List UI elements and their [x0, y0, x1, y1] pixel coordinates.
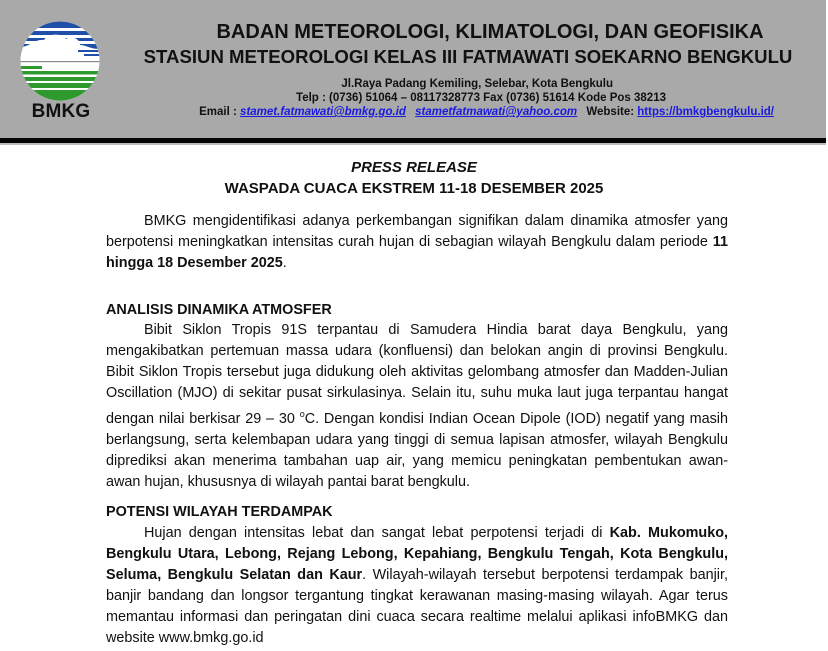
bmkg-logo-icon: [20, 21, 100, 101]
intro-text: BMKG mengidentifikasi adanya perkembangan signifikan dalam dinamika atmosfer yang berpotensi meningkatkan intensitas curah hujan di sebagian wilayah Bengkulu dalam periode: [106, 213, 728, 250]
impact-paragraph: [106, 523, 728, 649]
contact-line: [199, 106, 774, 118]
letterhead: [0, 0, 826, 138]
header-divider-shadow: [0, 143, 826, 145]
intro-end: .: [282, 255, 287, 271]
logo-wordmark: BMKG: [31, 101, 91, 122]
press-release-title: WASPADA CUACA EKSTREM 11-18 DESEMBER 2025: [224, 180, 604, 197]
intro-period: 11 hingga 18 Desember 2025: [106, 234, 728, 271]
station-name: STASIUN METEOROLOGI KELAS III FATMAWATI SOEKARNO BENGKULU: [143, 46, 793, 67]
impact-regions: Kab. Mukomuko, Bengkulu Utara, Lebong, Rejang Lebong, Kepahiang, Bengkulu Tengah, Kota Bengkulu, Seluma, Bengkulu Selatan dan Kaur: [106, 525, 728, 583]
impact-text: Hujan dengan intensitas lebat dan sangat lebat perpotensi terjadi di: [144, 525, 610, 541]
analysis-text: Bibit Siklon Tropis 91S terpantau di Samudera Hindia barat daya Bengkulu, yang mengakibatkan pertemuan massa udara (konfluensi) dan belokan angin di provinsi Bengkulu. Bibit Siklon Tropis tersebut juga didukung oleh aktivitas gelombang atmosfer dan Madden-Julian Oscillation (MJO) di sekitar pusat sirkulasinya. Selain itu, suhu muka laut juga terpantau hangat dengan nilai berkisar 29 – 30: [106, 322, 728, 427]
analysis-text-cont: C. Dengan kondisi Indian Ocean Dipole (IOD) negatif yang masih berlangsung, serta kelembapan udara yang tinggi di semua lapisan atmosfer, wilayah Bengkulu diprediksi akan menerima tambahan uap air, yang memicu peningkatan pembentukan awan-awan hujan, khususnya di wilayah pantai barat bengkulu.: [106, 410, 729, 490]
impact-text-cont: . Wilayah-wilayah tersebut berpotensi terdampak banjir, banjir bandang dan longsor tergantung tingkat kerawanan masing-masing wilayah. Agar terus memantau informasi dan peringatan dini cuaca secara realtime melalui aplikasi infoBMKG dan website www.bmkg.go.id: [106, 567, 728, 646]
agency-name: BADAN METEOROLOGI, KLIMATOLOGI, DAN GEOFISIKA: [216, 21, 764, 43]
analysis-paragraph: [106, 320, 728, 493]
email-label: Email :: [199, 106, 237, 118]
degree-sign: o: [299, 409, 305, 419]
press-release-label: PRESS RELEASE: [351, 159, 477, 176]
impact-heading: POTENSI WILAYAH TERDAMPAK: [106, 504, 333, 520]
email-link-yahoo[interactable]: stametfatmawati@yahoo.com: [415, 106, 578, 118]
telephone: Telp : (0736) 51064 – 08117328773 Fax (0736) 51614 Kode Pos 38213: [296, 92, 666, 104]
email-link-bmkg[interactable]: stamet.fatmawati@bmkg.go.id: [240, 106, 406, 118]
intro-paragraph: [106, 211, 728, 274]
website-link[interactable]: https://bmkgbengkulu.id/: [637, 106, 774, 118]
analysis-heading: ANALISIS DINAMIKA ATMOSFER: [106, 302, 332, 318]
website-label: Website:: [586, 106, 635, 118]
address: Jl.Raya Padang Kemiling, Selebar, Kota Bengkulu: [341, 78, 613, 90]
